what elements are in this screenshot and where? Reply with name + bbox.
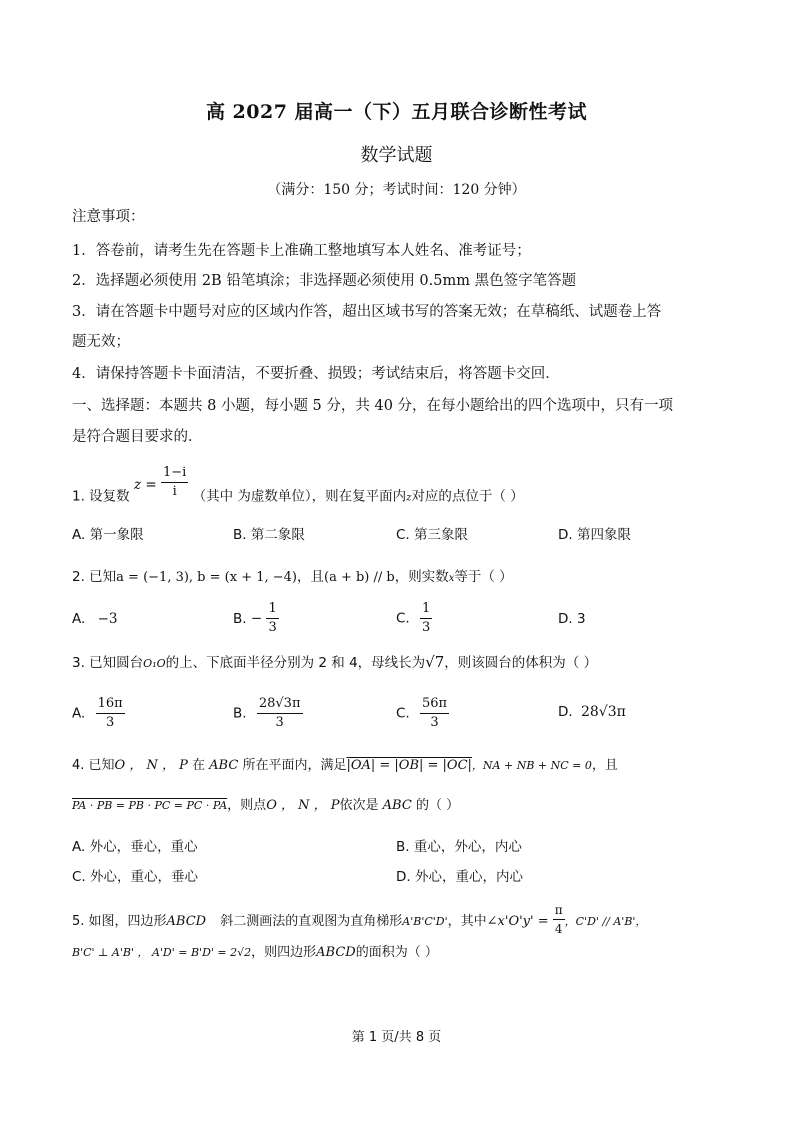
q5-cond1: ，C'D' // A'B'， bbox=[564, 915, 647, 928]
q4-line2-mid: ，则点 bbox=[227, 798, 267, 813]
question-5-line2 bbox=[72, 943, 732, 963]
q4-dot-eq: PA · PB = PB · PC = PC · PA bbox=[72, 799, 228, 812]
section-heading-line1: 一、选择题：本题共 8 小题，每小题 5 分，共 40 分，在每小题给出的四个选项中，只有一项 bbox=[72, 398, 674, 414]
q3-option-c-fraction bbox=[420, 695, 449, 732]
question-4-line2 bbox=[72, 796, 732, 816]
q5-frac-num: π bbox=[553, 901, 565, 920]
q2-pre: 2. 已知 bbox=[72, 569, 117, 585]
notice-item-3: 3．请在答题卡中题号对应的区域内作答，超出区域书写的答案无效；在草稿纸、试题卷上答 bbox=[72, 304, 662, 320]
q5-line2-tail: 的面积为（ ） bbox=[355, 945, 438, 960]
question-5-line1 bbox=[72, 903, 732, 940]
q5-pre: 5. 如图，四边形 bbox=[72, 914, 167, 929]
q4-eq1: |OA| = |OB| = |OC| bbox=[346, 758, 472, 773]
exam-subtitle: 数学试题 bbox=[360, 145, 433, 166]
q2-option-c-den: 3 bbox=[422, 620, 431, 635]
q3-option-b-label: B. bbox=[233, 705, 247, 722]
q3-o: O₁O bbox=[143, 657, 166, 670]
q2-option-b-fraction bbox=[266, 600, 278, 637]
q3-option-b-fraction bbox=[257, 695, 303, 732]
q2-option-c-fraction bbox=[420, 600, 432, 637]
q1-option-a: A. 第一象限 bbox=[72, 527, 144, 543]
q2-option-b-den: 3 bbox=[268, 620, 277, 635]
q4-option-d: D. 外心，重心，内心 bbox=[396, 869, 523, 885]
q4-option-b: B. 重心，外心，内心 bbox=[396, 839, 522, 855]
q3-option-a-den: 3 bbox=[106, 715, 115, 730]
q3-option-c-den: 3 bbox=[430, 715, 439, 730]
exam-meta: （满分：150 分；考试时间：120 分钟） bbox=[267, 182, 526, 198]
q1-post2: 对应的点位于（ ） bbox=[411, 488, 524, 505]
q1-fraction bbox=[161, 464, 188, 501]
q1-pre: 1. 设复数 bbox=[72, 488, 130, 505]
page-footer: 第 1 页/共 8 页 bbox=[351, 1030, 442, 1045]
q2-option-a bbox=[72, 611, 118, 627]
q3-option-d bbox=[558, 704, 626, 720]
q5-line2-end: ，则四边形 bbox=[251, 945, 317, 960]
q3-option-d-label: D. bbox=[558, 704, 573, 720]
q4-end: ，且 bbox=[591, 758, 618, 773]
q5-mid: 斜二测画法的直观图为直角梯形 bbox=[220, 914, 403, 929]
q1-option-c: C. 第三象限 bbox=[396, 527, 469, 543]
q4-line2-points: O ， N ， P bbox=[266, 798, 340, 813]
q3-root: √7 bbox=[425, 653, 445, 671]
q4-option-a: A. 外心，垂心，重心 bbox=[72, 839, 198, 855]
q5-line2-abcd: ABCD bbox=[316, 945, 356, 960]
q3-option-a bbox=[72, 695, 125, 732]
q3-option-b-num: 28√3π bbox=[257, 695, 303, 714]
q4-eq2: ，NA + NB + NC = 0 bbox=[471, 759, 592, 772]
q5-trapezoid: A'B'C'D' bbox=[402, 915, 448, 928]
q3-option-a-label: A. bbox=[72, 705, 86, 722]
q5-angle: ∠x'O'y' = bbox=[486, 914, 549, 929]
q3-option-a-fraction bbox=[96, 695, 125, 732]
q4-abc: ABC bbox=[209, 758, 239, 773]
q2-x: x bbox=[448, 573, 455, 584]
q1-option-d: D. 第四象限 bbox=[558, 527, 631, 543]
q1-z: z = bbox=[133, 476, 157, 493]
q3-option-d-value: 28√3π bbox=[580, 704, 626, 720]
q1-frac-num: 1−i bbox=[161, 464, 188, 483]
question-4-line1 bbox=[72, 756, 732, 776]
notice-item-3-cont: 题无效； bbox=[72, 334, 130, 350]
q2-vectors: a = (−1, 3), b = (x + 1, −4) bbox=[116, 570, 297, 585]
q1-post: （其中 为虚数单位），则在复平面内 bbox=[192, 488, 407, 505]
exam-title: 高 2027 届高一（下）五月联合诊断性考试 bbox=[205, 101, 588, 123]
q1-frac-den: i bbox=[172, 484, 177, 499]
question-1: 1. 设复数 z = $\frac{1-i}{i}$ （其中 为虚数单位），则在复平面内z对应的点位于（ ） bbox=[72, 465, 524, 505]
q3-option-c-label: C. bbox=[396, 705, 410, 722]
q5-fraction bbox=[553, 901, 565, 938]
notice-heading: 注意事项： bbox=[72, 209, 145, 225]
question-3 bbox=[72, 652, 732, 674]
q4-mid: 所在平面内，满足 bbox=[242, 758, 347, 773]
q2-post: ，则实数 bbox=[394, 569, 449, 585]
q4-option-c: C. 外心，重心，垂心 bbox=[72, 869, 199, 885]
q2-mid: ，且 bbox=[297, 569, 324, 585]
q4-line2-seq: 依次是 bbox=[339, 798, 379, 813]
q4-line2-end: 的（ ） bbox=[415, 798, 460, 813]
notice-item-1: 1．答卷前，请考生先在答题卡上准确工整地填写本人姓名、准考证号； bbox=[72, 243, 531, 259]
q5-mid2: ，其中 bbox=[447, 914, 487, 929]
q2-condition: (a + b) // b bbox=[324, 570, 395, 585]
q4-points: O ， N ， P bbox=[114, 758, 188, 773]
q2-post2: 等于（ ） bbox=[454, 569, 513, 585]
notice-item-2: 2．选择题必须使用 2B 铅笔填涂；非选择题必须使用 0.5mm 黑色签字笔答题 bbox=[72, 273, 577, 289]
q2-option-b-label: B. bbox=[233, 610, 247, 627]
q3-option-b bbox=[233, 695, 303, 732]
q5-line2-cond: B'C' ⊥ A'B' ， A'D' = B'D' = 2√2 bbox=[72, 946, 252, 959]
q2-option-b bbox=[233, 600, 279, 637]
q2-option-a-label: A. bbox=[72, 611, 86, 627]
q5-frac-den: 4 bbox=[554, 922, 563, 936]
q4-pre: 4. 已知 bbox=[72, 758, 115, 773]
section-heading-line2: 是符合题目要求的． bbox=[72, 429, 203, 445]
q2-option-a-value: −3 bbox=[97, 611, 118, 627]
q2-option-d: D. 3 bbox=[558, 611, 586, 627]
notice-item-4: 4．请保持答题卡卡面清洁，不要折叠、损毁；考试结束后，将答题卡交回． bbox=[72, 366, 560, 382]
q3-option-c-num: 56π bbox=[420, 695, 449, 714]
q3-option-c bbox=[396, 695, 449, 732]
q1-option-b: B. 第二象限 bbox=[233, 527, 305, 543]
q3-option-b-den: 3 bbox=[275, 715, 284, 730]
q3-text: 的上、下底面半径分别为 2 和 4，母线长为 bbox=[165, 655, 426, 671]
q3-pre: 3. 已知圆台 bbox=[72, 655, 144, 671]
q2-option-b-num: 1 bbox=[266, 600, 278, 619]
q2-option-c-num: 1 bbox=[420, 600, 432, 619]
question-2 bbox=[72, 567, 732, 589]
q2-option-c-label: C. bbox=[396, 610, 410, 627]
q5-abcd: ABCD bbox=[166, 914, 207, 929]
q4-in: 在 bbox=[192, 758, 206, 773]
q4-line2-abc: ABC bbox=[382, 798, 412, 813]
q2-option-c bbox=[396, 600, 432, 637]
q3-post: ，则该圆台的体积为（ ） bbox=[444, 655, 598, 671]
q2-option-b-sign: − bbox=[250, 610, 263, 627]
q3-option-a-num: 16π bbox=[96, 695, 125, 714]
